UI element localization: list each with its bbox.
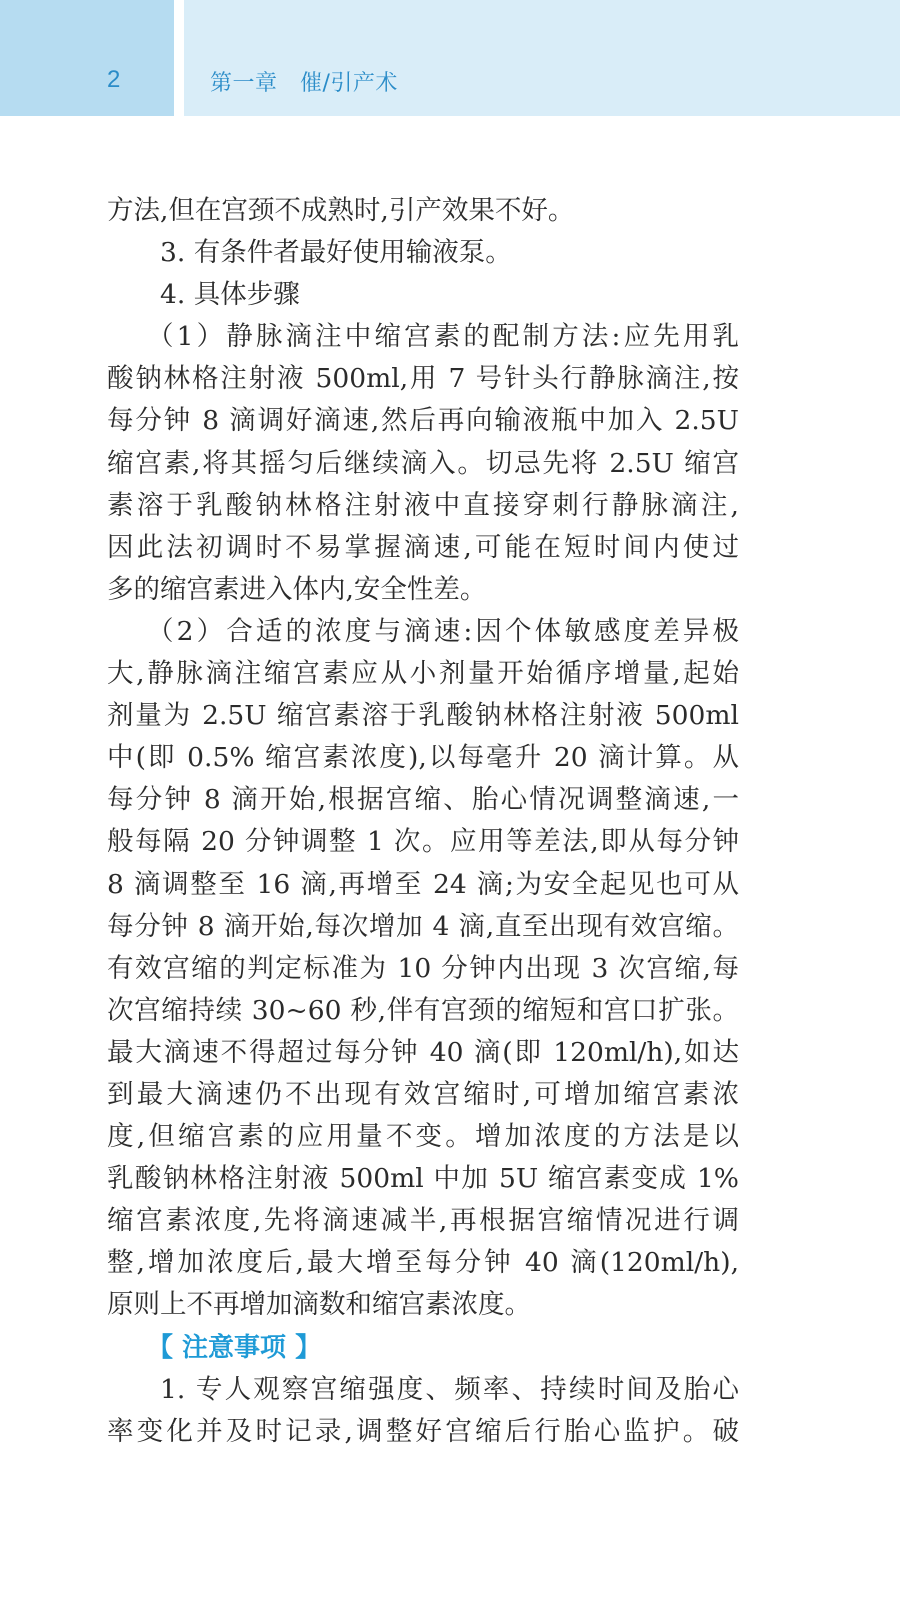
body-line: 度,但缩宫素的应用量不变。增加浓度的方法是以 (107, 1121, 739, 1153)
body-line: 般每隔 20 分钟调整 1 次。应用等差法,即从每分钟 (107, 826, 739, 858)
page-number: 2 (107, 66, 121, 93)
body-line: 缩宫素,将其摇匀后继续滴入。切忌先将 2.5U 缩宫 (107, 447, 739, 479)
body-line: 因此法初调时不易掌握滴速,可能在短时间内使过 (107, 531, 739, 563)
body-line: 每分钟 8 滴开始,根据宫缩、胎心情况调整滴速,一 (107, 784, 739, 816)
body-line: 4. 具体步骤 (160, 279, 300, 311)
body-line: 最大滴速不得超过每分钟 40 滴(即 120ml/h),如达 (107, 1036, 739, 1068)
body-line: 3. 有条件者最好使用输液泵。 (160, 237, 512, 269)
page-body (107, 190, 739, 1453)
body-line: 8 滴调整至 16 滴,再增至 24 滴;为安全起见也可从 (107, 868, 739, 900)
chapter-title: 第一章 催/引产术 (210, 71, 398, 96)
body-line: 有效宫缩的判定标准为 10 分钟内出现 3 次宫缩,每 (107, 952, 739, 984)
body-line: 酸钠林格注射液 500ml,用 7 号针头行静脉滴注,按 (107, 363, 739, 395)
body-line: 方法,但在宫颈不成熟时,引产效果不好。 (107, 195, 575, 226)
body-line: 中(即 0.5% 缩宫素浓度),以每毫升 20 滴计算。从 (107, 742, 739, 774)
body-line: （2）合适的浓度与滴速:因个体敏感度差异极 (147, 615, 739, 647)
body-line: 大,静脉滴注缩宫素应从小剂量开始循序增量,起始 (107, 658, 739, 690)
body-line: 剂量为 2.5U 缩宫素溶于乳酸钠林格注射液 500ml (107, 700, 739, 732)
running-header (184, 0, 900, 116)
body-line: 每分钟 8 滴开始,每次增加 4 滴,直至出现有效宫缩。 (107, 910, 739, 942)
body-line: 乳酸钠林格注射液 500ml 中加 5U 缩宫素变成 1% (107, 1163, 739, 1195)
page-number-box (0, 0, 174, 116)
body-line: 率变化并及时记录,调整好宫缩后行胎心监护。破 (107, 1415, 739, 1447)
body-line: 缩宫素浓度,先将滴速减半,再根据宫缩情况进行调 (107, 1205, 739, 1237)
body-line: 次宫缩持续 30~60 秒,伴有宫颈的缩短和宫口扩张。 (107, 994, 739, 1026)
body-line: 原则上不再增加滴数和缩宫素浓度。 (107, 1289, 531, 1321)
body-line: 整,增加浓度后,最大增至每分钟 40 滴(120ml/h), (107, 1247, 739, 1279)
body-line: 素溶于乳酸钠林格注射液中直接穿刺行静脉滴注, (107, 489, 739, 521)
body-line: 多的缩宫素进入体内,安全性差。 (107, 573, 487, 605)
body-line: （1）静脉滴注中缩宫素的配制方法:应先用乳 (147, 321, 739, 353)
section-heading: 【 注意事项 】 (147, 1332, 322, 1363)
body-line: 每分钟 8 滴调好滴速,然后再向输液瓶中加入 2.5U (107, 405, 739, 437)
body-line: 到最大滴速仍不出现有效宫缩时,可增加缩宫素浓 (107, 1078, 739, 1110)
body-line: 1. 专人观察宫缩强度、频率、持续时间及胎心 (160, 1373, 739, 1405)
